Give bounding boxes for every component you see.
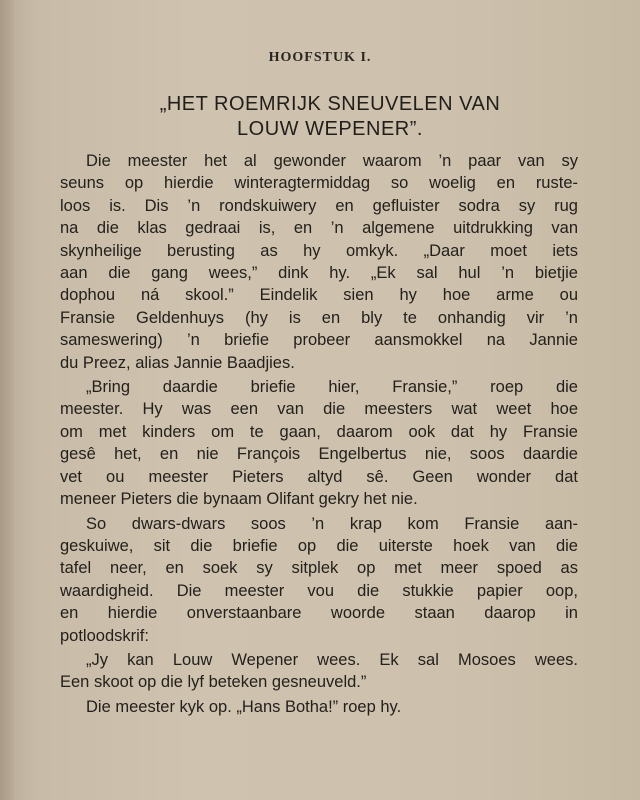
text-line: skynheilige berusting as hy omkyk. „Daar moet iets <box>60 241 578 260</box>
text-line: meneer Pieters die bynaam Olifant gekry het nie. <box>60 490 418 509</box>
chapter-title-line: LOUW WEPENER”. <box>237 118 423 140</box>
text-line: seuns op hierdie winteragtermiddag so woelig en ruste- <box>60 174 578 193</box>
text-line: potloodskrif: <box>60 626 149 645</box>
paragraph <box>60 150 578 374</box>
text-line: tafel neer, en soek sy sitplek op met meer spoed as <box>60 559 578 578</box>
paragraph <box>60 696 578 718</box>
body-text <box>60 150 578 720</box>
text-line: Een skoot op die lyf beteken gesneuveld.” <box>60 673 367 692</box>
text-line: Fransie Geldenhuys (hy is en bly te onhandig vir ’n <box>60 308 578 327</box>
chapter-heading: HOOFSTUK I. <box>268 50 372 65</box>
paragraph <box>60 649 578 694</box>
paragraph <box>60 513 578 647</box>
text-line: dophou ná skool.” Eindelik sien hy hoe arme ou <box>60 286 578 305</box>
paragraph <box>60 376 578 510</box>
text-line: loos is. Dis ’n rondskuiwery en gefluister sodra sy rug <box>60 196 578 215</box>
text-line: en hierdie onverstaanbare woorde staan daarop in <box>60 604 578 623</box>
page-gutter-shadow <box>0 0 14 800</box>
text-line: „Jy kan Louw Wepener wees. Ek sal Mosoes wees. <box>86 650 578 669</box>
text-line: Die meester het al gewonder waarom ’n paar van sy <box>86 152 578 170</box>
text-line: meester. Hy was een van die meesters wat weet hoe <box>60 400 578 419</box>
text-line: „Bring daardie briefie hier, Fransie,” roep die <box>86 378 578 397</box>
text-line: du Preez, alias Jannie Baadjies. <box>60 353 295 372</box>
text-line: waardigheid. Die meester vou die stukkie papier oop, <box>60 581 578 600</box>
text-line: So dwars-dwars soos ’n krap kom Fransie aan- <box>86 514 578 533</box>
chapter-title-line: „HET ROEMRIJK SNEUVELEN VAN <box>159 93 501 115</box>
text-line: Die meester kyk op. „Hans Botha!” roep hy. <box>86 697 402 716</box>
text-line: geskuiwe, sit die briefie op die uiterste hoek van die <box>60 536 578 555</box>
text-line: na die klas gedraai is, en ’n algemene uitdrukking van <box>60 219 578 238</box>
text-line: sameswering) ’n briefie probeer aansmokkel na Jannie <box>60 331 578 350</box>
text-line: om met kinders om te gaan, daarom ook dat hy Fransie <box>60 422 578 441</box>
text-line: aan die gang wees,” dink hy. „Ek sal hul ’n bietjie <box>60 264 578 283</box>
text-line: vet ou meester Pieters altyd sê. Geen wonder dat <box>60 467 578 486</box>
chapter-title <box>60 92 600 142</box>
text-line: gesê het, en nie François Engelbertus nie, soos daardie <box>60 445 578 464</box>
